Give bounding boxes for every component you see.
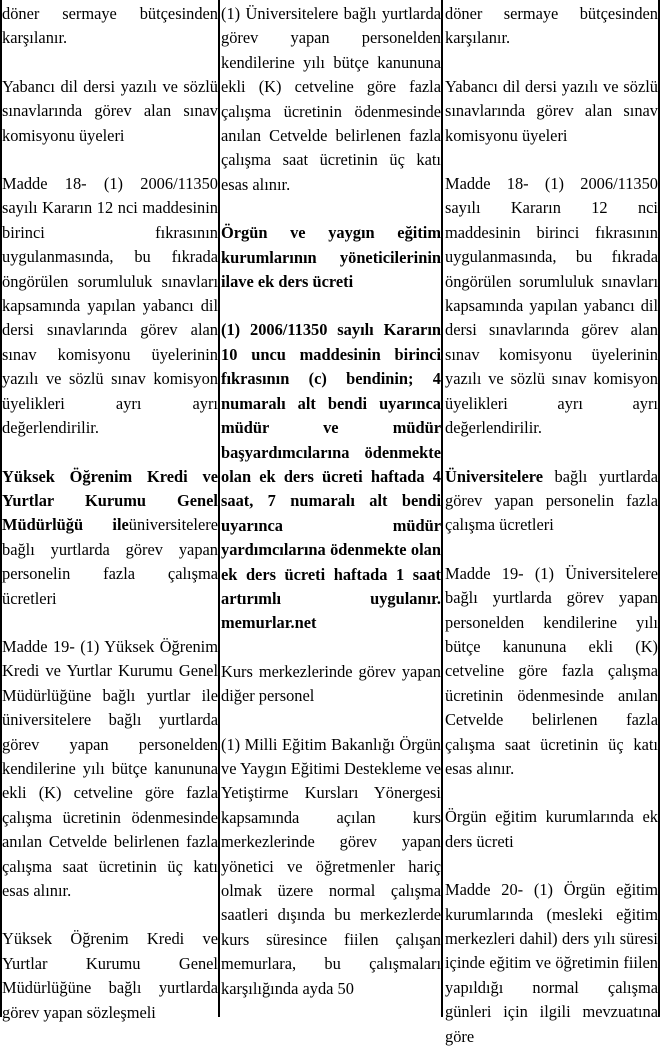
paragraph-heading-mixed [2, 465, 218, 611]
column-current-text [445, 2, 658, 1046]
column-new-text [221, 2, 441, 1019]
article-18: Madde 18- (1) 2006/11350 sayılı Kararın 12 nci maddesinin birinci fıkrasının uygulanmasında, bu fıkrada öngörülen sorumluluk sınavları kapsamında yapılan yabancı dil dersi sınavlarında görev alan sınav komisyonu üyelerinin yazılı ve sözlü sınav komisyon üyelikleri ayrı ayrı değerlendirilir. [445, 174, 658, 438]
article-18: Madde 18- (1) 2006/11350 sayılı Kararın 12 nci maddesinin birinci fıkrasının uygulanmasında, bu fıkrada öngörülen sorumluluk sınavları kapsamında yapılan yabancı dil dersi sınavlarında görev alan sınav komisyonu üyelerinin yazılı ve sözlü sınav komisyon üyelikleri ayrı ayrı değerlendirilir. [2, 174, 218, 438]
paragraph-heading: Yabancı dil dersi yazılı ve sözlü sınavlarında görev alan sınav komisyonu üyeleri [445, 76, 658, 145]
paragraph: döner sermaye bütçesinden karşılanır. [2, 4, 218, 48]
paragraph: (1) Üniversitelere bağlı yurtlarda görev yapan personelden kendilerine yılı bütçe kanununa ekli (K) cetveline göre fazla çalışma ücretinin ödenmesinde anılan Cetvelde belirlenen fazla çalışma saat ücretinin üç katı esas alınır. [221, 4, 441, 194]
bold-phrase: Üniversitelere [445, 466, 543, 486]
column-repealed-text [2, 2, 218, 1022]
paragraph-bold: (1) 2006/11350 sayılı Kararın 10 uncu maddesinin birinci fıkrasının (c) bendinin; 4 numaralı alt bendi uyarınca müdür ve müdür başyardımcılarına ödenmekte olan ek ders ücreti haftada 4 saat, 7 numaralı alt bendi uyarınca müdür yardımcılarına ödenmekte olan ek ders ücreti haftada 1 saat artırımlı uygulanır. memurlar.net [221, 320, 441, 633]
paragraph-heading-bold: Örgün ve yaygın eğitim kurumlarının yöneticilerinin ilave ek ders ücreti [221, 223, 441, 292]
heading-rest: bağlı yurtlarda görev yapan personelin fazla çalışma ücretleri [445, 466, 658, 535]
paragraph-heading-mixed [445, 465, 658, 538]
paragraph-heading: Yabancı dil dersi yazılı ve sözlü sınavlarında görev alan sınav komisyonu üyeleri [2, 76, 218, 145]
heading-rest: üniversitelere bağlı yurtlarda görev yapan personelin fazla çalışma ücretleri [2, 515, 218, 608]
article-19: Madde 19- (1) Üniversitelere bağlı yurtlarda görev yapan personelden kendilerine yılı bütçe kanununa ekli (K) cetveline göre fazla çalışma ücretinin ödenmesinde anılan Cetvelde belirlenen fazla çalışma saat ücretinin üç katı esas alınır. [445, 563, 658, 778]
paragraph-heading: Örgün eğitim kurumlarında ek ders ücreti [445, 807, 658, 851]
paragraph-heading: Kurs merkezlerinde görev yapan diğer personel [221, 661, 441, 706]
article-19: Madde 19- (1) Yüksek Öğrenim Kredi ve Yurtlar Kurumu Genel Müdürlüğüne bağlı yurtlar ile üniversitelere bağlı yurtlarda görev yapan personelden kendilerine yılı bütçe kanununa ekli (K) cetveline göre fazla çalışma ücretinin ödenmesinde anılan Cetvelde belirlenen fazla çalışma saat ücretinin üç katı esas alınır. [2, 636, 218, 900]
column-divider-2 [441, 0, 443, 1017]
bold-phrase: Yüksek Öğrenim Kredi ve Yurtlar Kurumu Genel Müdürlüğü ile [2, 466, 218, 535]
article-20: Madde 20- (1) Örgün eğitim kurumlarında (mesleki eğitim merkezleri dahil) ders yılı süresi içinde eğitim ve öğretimin fiilen yapıldığı normal çalışma günleri için ilgili mevzuatına göre [445, 880, 658, 1046]
paragraph: (1) Milli Eğitim Bakanlığı Örgün ve Yaygın Eğitimi Destekleme ve Yetiştirme Kursları Yönergesi kapsamında açılan kurs merkezlerinde görev yapan yönetici ve öğretmenler hariç olmak üzere normal çalışma saatleri dışında bu merkezlerde kurs süresince fiilen çalışan memurlara, bu çalışmaları karşılığında ayda 50 [221, 734, 441, 998]
paragraph: döner sermaye bütçesinden karşılanır. [445, 4, 658, 48]
paragraph: Yüksek Öğrenim Kredi ve Yurtlar Kurumu Genel Müdürlüğüne bağlı yurtlarda görev yapan sözleşmeli [2, 929, 218, 1022]
column-divider-1 [218, 0, 220, 1017]
